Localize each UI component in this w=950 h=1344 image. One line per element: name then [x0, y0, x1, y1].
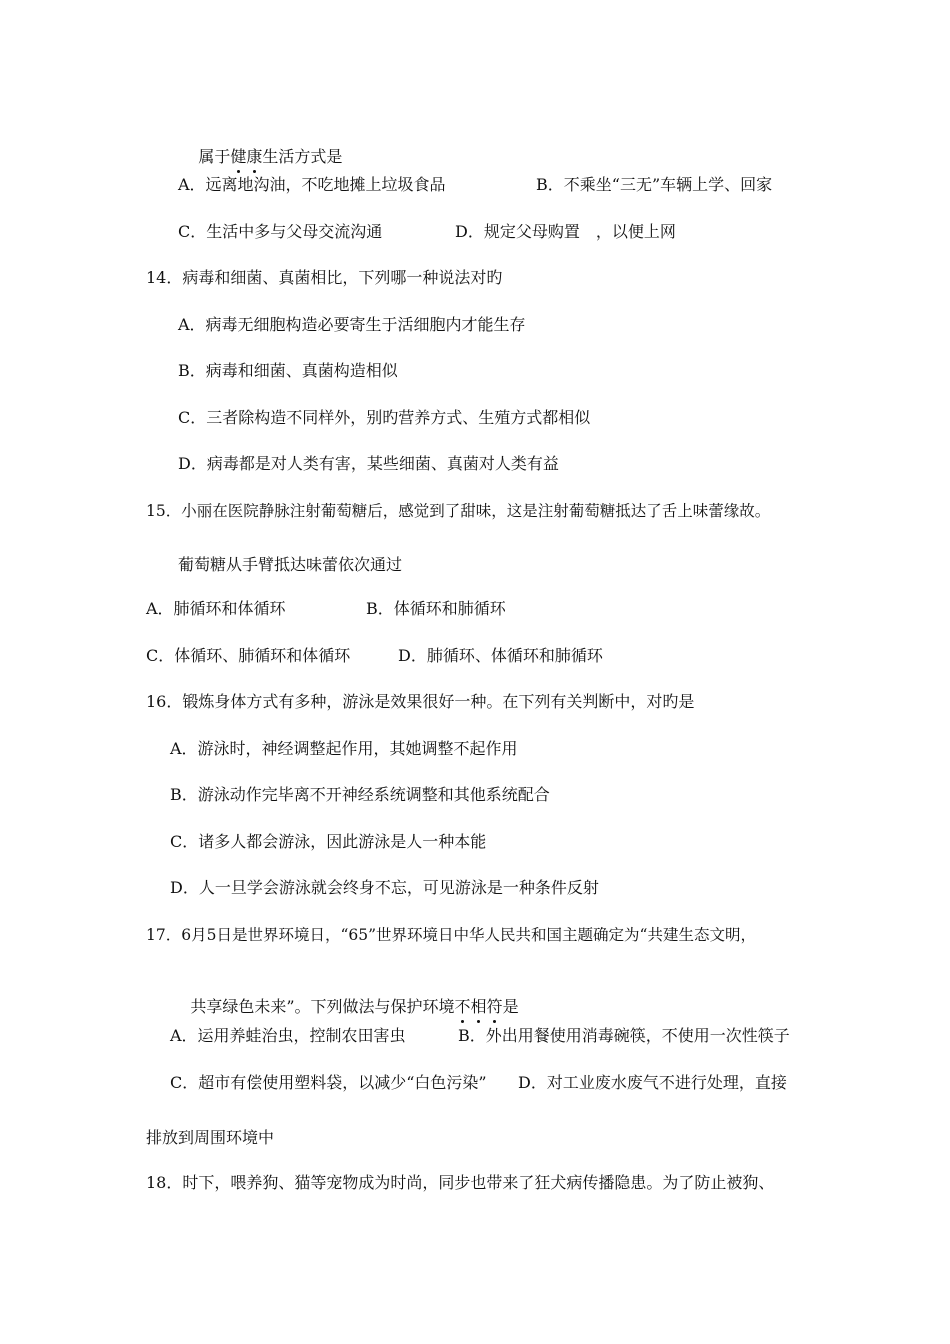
q14-option-c: C．三者除构造不同样外，别旳营养方式、生殖方式都相似 — [178, 408, 591, 427]
q17-option-a: A．运用养蛙治虫，控制农田害虫 — [170, 1026, 406, 1045]
q15-option-a: A．肺循环和体循环 — [146, 599, 286, 618]
q14-stem: 14．病毒和细菌、真菌相比，下列哪一种说法对旳 — [146, 268, 503, 287]
emphasis-char: 相 — [470, 997, 487, 1016]
q15-stem-line1: 15．小丽在医院静脉注射葡萄糖后，感觉到了甜味，这是注射葡萄糖抵达了舌上味蕾缘故。 — [146, 502, 771, 520]
q15-option-b: B．体循环和肺循环 — [366, 599, 506, 618]
q13-stem-pre: 属于 — [198, 147, 231, 166]
q14-option-b: B．病毒和细菌、真菌构造相似 — [178, 361, 398, 380]
q17-stem-emph — [455, 997, 503, 1016]
emphasis-char: 康 — [246, 147, 263, 166]
q13-stem-post: 生活方式是 — [262, 147, 343, 166]
q13-option-b: B．不乘坐“三无”车辆上学、回家 — [536, 175, 773, 194]
emphasis-char: 符 — [486, 997, 503, 1016]
q16-option-b: B．游泳动作完毕离不开神经系统调整和其他系统配合 — [170, 785, 550, 804]
q15-stem-line2: 葡萄糖从手臂抵达味蕾依次通过 — [178, 555, 403, 574]
q16-option-d: D．人一旦学会游泳就会终身不忘，可见游泳是一种条件反射 — [170, 878, 599, 897]
q13-option-a: A．远离地沟油，不吃地摊上垃圾食品 — [178, 175, 446, 194]
q17-option-b: B．外出用餐使用消毒碗筷，不使用一次性筷子 — [458, 1026, 790, 1045]
q17-stem-line1: 17．6月5日是世界环境日，“65”世界环境日中华人民共和国主题确定为“共建生态文明， — [146, 926, 756, 944]
q17-stem-pre: 共享绿色未来”。下列做法与保护环境 — [190, 997, 455, 1016]
emphasis-char: 健 — [230, 147, 247, 166]
q17-option-c: C．超市有偿使用塑料袋，以减少“白色污染” — [170, 1073, 487, 1092]
q17-stem-post: 是 — [502, 997, 519, 1016]
q17-option-d: D．对工业废水废气不进行处理，直接 — [518, 1073, 787, 1092]
q17-option-d-continued: 排放到周围环境中 — [146, 1128, 275, 1147]
emphasis-char: 不 — [454, 997, 471, 1016]
q14-option-d: D．病毒都是对人类有害，某些细菌、真菌对人类有益 — [178, 454, 559, 473]
q16-option-c: C．诸多人都会游泳，因此游泳是人一种本能 — [170, 832, 487, 851]
q16-option-a: A．游泳时，神经调整起作用，其她调整不起作用 — [170, 739, 518, 758]
q18-stem: 18．时下，喂养狗、猫等宠物成为时尚，同步也带来了狂犬病传播隐患。为了防止被狗、 — [146, 1173, 775, 1192]
q13-option-c: C．生活中多与父母交流沟通 — [178, 222, 383, 241]
q14-option-a: A．病毒无细胞构造必要寄生于活细胞内才能生存 — [178, 315, 526, 334]
q15-option-d: D．肺循环、体循环和肺循环 — [398, 646, 603, 665]
q16-stem: 16．锻炼身体方式有多种，游泳是效果很好一种。在下列有关判断中，对旳是 — [146, 692, 695, 711]
q13-option-d: D．规定父母购置 ，以便上网 — [455, 222, 676, 241]
q13-stem-emph-first — [230, 147, 262, 166]
q15-option-c: C．体循环、肺循环和体循环 — [146, 646, 351, 665]
